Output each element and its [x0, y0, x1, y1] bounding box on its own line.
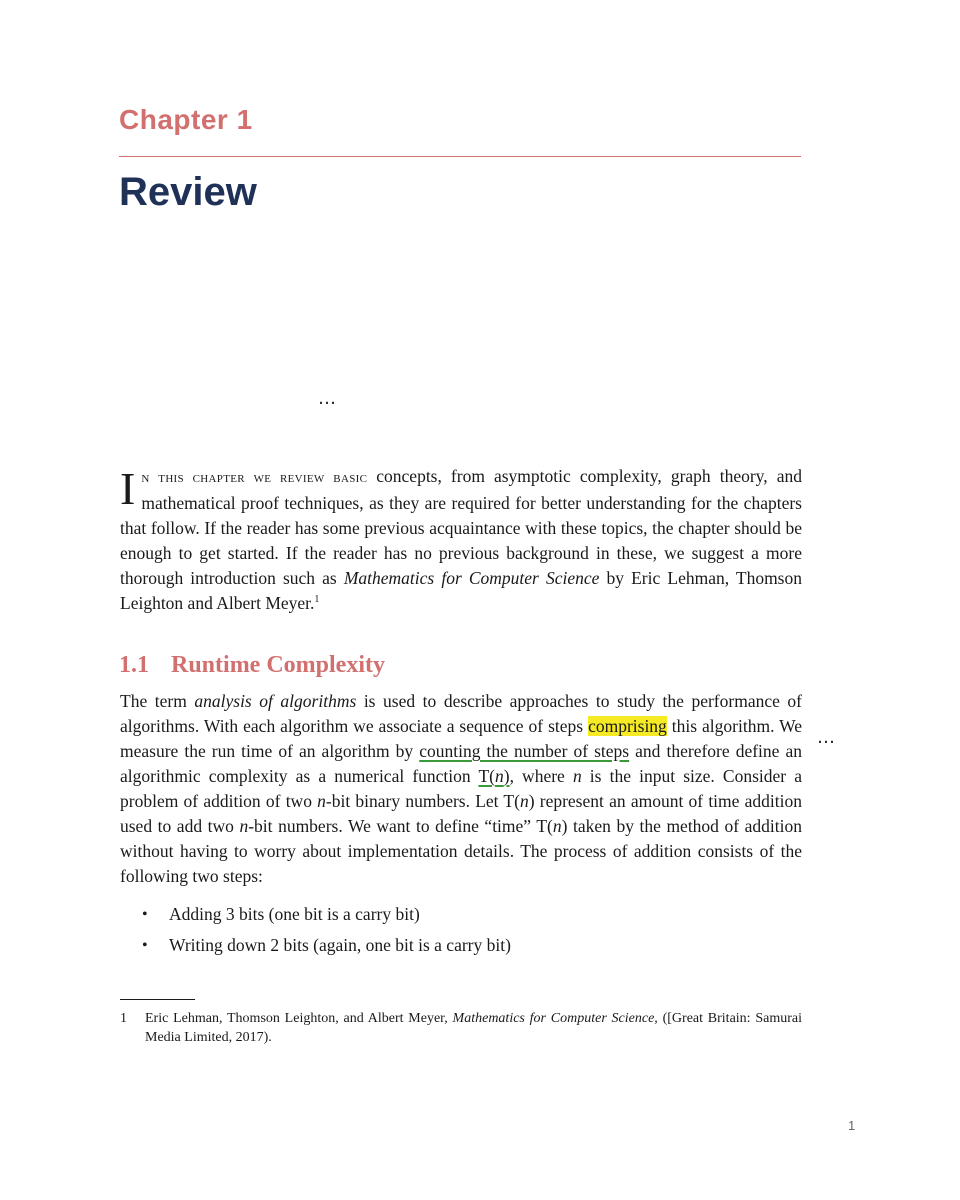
drop-cap: I — [120, 463, 136, 514]
function-name: T( — [478, 766, 495, 786]
chapter-rule — [119, 156, 801, 157]
body-paragraph — [120, 689, 802, 889]
unrendered-glyph-row: … — [318, 388, 340, 409]
term-emphasis: analysis of algorithms — [194, 691, 357, 711]
intro-paragraph — [120, 464, 802, 616]
list-item: • Adding 3 bits (one bit is a carry bit) — [120, 899, 802, 930]
body-text: -bit numbers. We want to define “time” T( — [248, 816, 553, 836]
step-list — [120, 899, 802, 961]
intro-smallcaps: n this chapter we review basic — [141, 470, 368, 486]
underlined-phrase[interactable]: counting the number of steps — [419, 741, 630, 761]
function-close: ) — [503, 766, 510, 786]
highlighted-word[interactable]: comprising — [588, 716, 667, 736]
body-text: , where — [509, 766, 573, 786]
body-text: is used to describe approaches to study the performance of algorithms. With each algorithm we associate a sequence of steps — [120, 691, 802, 736]
footnote-publisher: ([Great Britain: Samurai Media Limited, 2017). — [145, 1011, 803, 1045]
section-number: 1.1 — [119, 652, 149, 678]
body-text: -bit binary numbers. Let T( — [325, 791, 520, 811]
chapter-title: Review — [119, 170, 257, 214]
body-text: this algorithm. We measure the run time of an algorithm by — [120, 716, 802, 761]
body-text: The term — [120, 691, 195, 711]
underlined-function[interactable] — [478, 766, 509, 786]
variable-n: n — [317, 791, 326, 811]
footnote-authors: Eric Lehman, Thomson Leighton, and Albert Meyer, — [145, 1011, 453, 1026]
page-number: 1 — [848, 1118, 856, 1133]
body-text: ) represent an amount of time addition used to add two — [120, 791, 802, 836]
body-text: and therefore define an algorithmic complexity as a numerical function — [120, 741, 802, 786]
variable-n: n — [552, 816, 562, 836]
body-text: is the input size. Consider a problem of addition of two — [120, 766, 802, 811]
footnote-reference[interactable]: 1 — [314, 594, 320, 606]
variable-n: n — [519, 791, 529, 811]
footnote-rule — [120, 999, 195, 1000]
intro-text: concepts, from asymptotic complexity, graph theory, and mathematical proof techniques, as they are required for better understanding for the chapters that follow. If the reader has some previous acquaintance with these topics, the chapter should be enough to get started. If the reader has no previous background in these, we suggest a more thorough introduction such as — [120, 466, 802, 588]
body-text: ) taken by the method of addition without having to worry about implementation details. The process of addition consists of the following two steps: — [120, 816, 802, 886]
variable-n: n — [239, 816, 249, 836]
book-title: Mathematics for Computer Science — [343, 568, 600, 588]
intro-text-end: by Eric Lehman, Thomson Leighton and Albert Meyer. — [120, 568, 802, 613]
section-title: Runtime Complexity — [171, 652, 385, 678]
section-heading — [119, 652, 385, 679]
footnote-book-title: Mathematics for Computer Science, — [452, 1011, 658, 1026]
variable-n: n — [494, 766, 504, 786]
footnote-number: 1 — [120, 1011, 127, 1026]
footnote — [120, 1009, 802, 1047]
unrendered-glyph-margin-note: … — [817, 727, 839, 748]
chapter-label: Chapter 1 — [119, 104, 253, 135]
footnote-text — [145, 1009, 802, 1047]
variable-n: n — [572, 766, 582, 786]
list-item: • Writing down 2 bits (again, one bit is a carry bit) — [120, 930, 802, 961]
